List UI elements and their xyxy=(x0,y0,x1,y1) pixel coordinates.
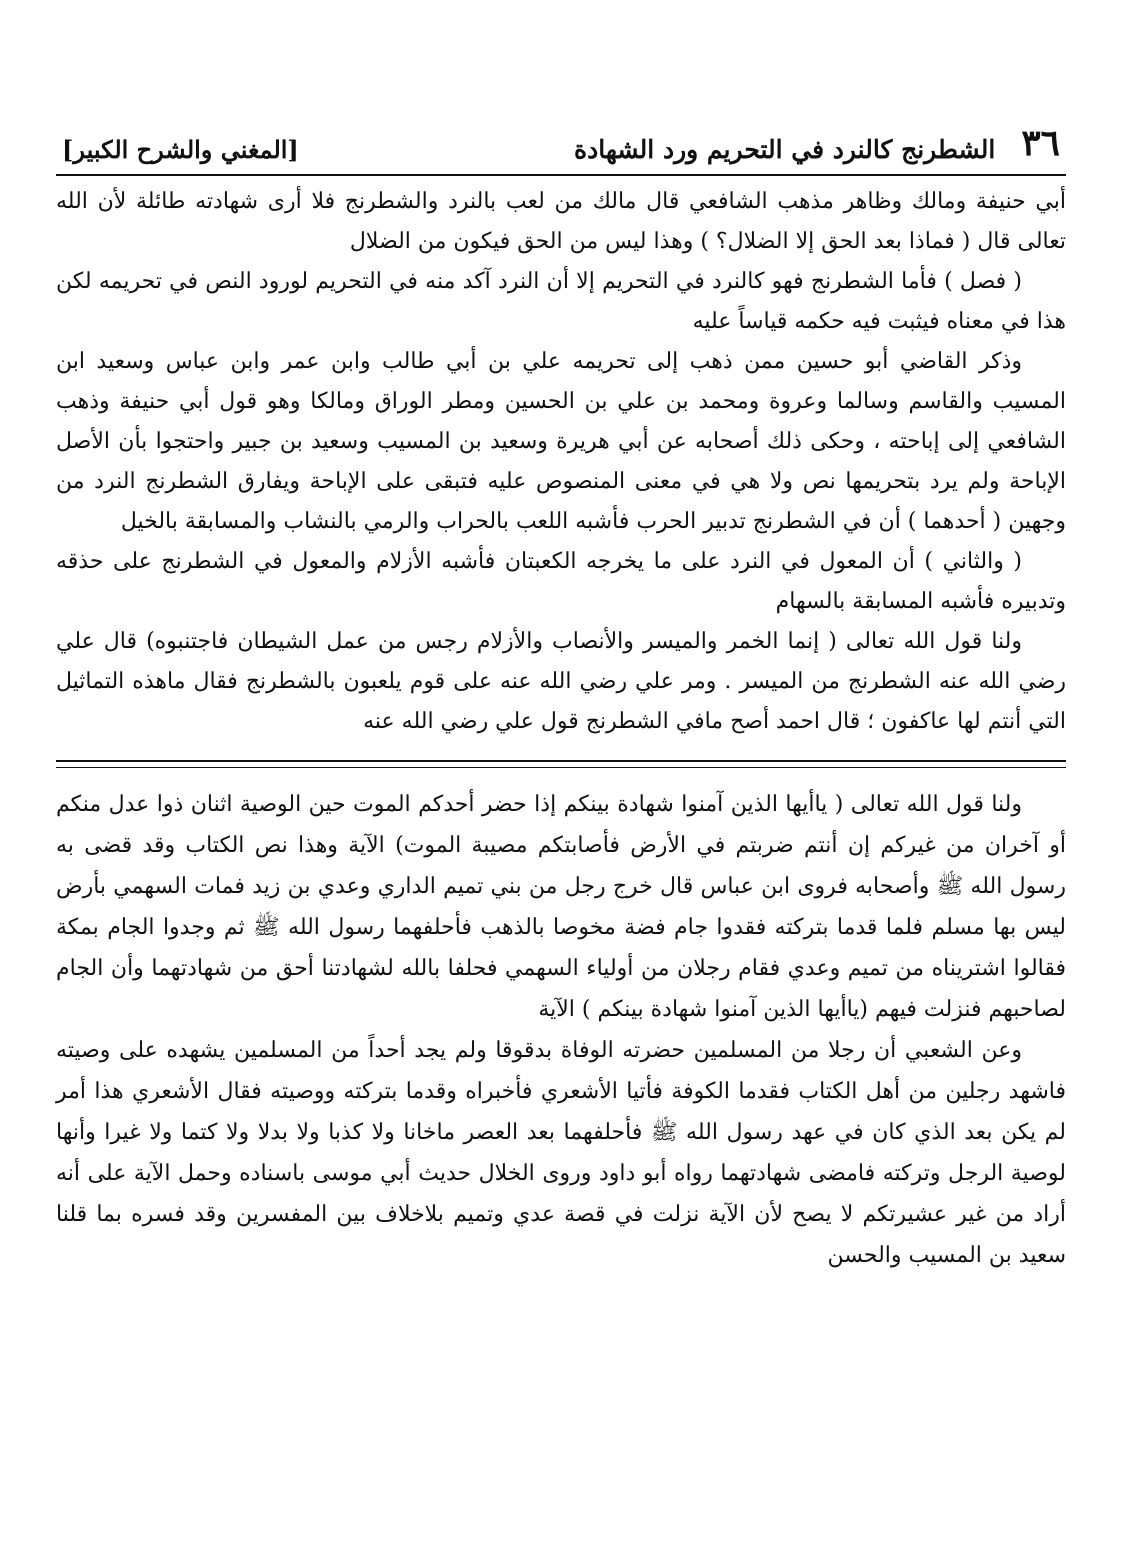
book-title: [المغني والشرح الكبير] xyxy=(62,135,299,164)
lower-section xyxy=(56,784,1066,1276)
header-rule xyxy=(56,174,1066,176)
upper-section xyxy=(56,182,1066,742)
document-page xyxy=(56,118,1066,1276)
paragraph: وذكر القاضي أبو حسين ممن ذهب إلى تحريمه علي بن أبي طالب وابن عمر وابن عباس وسعيد ابن المسيب والقاسم وسالما وعروة ومحمد بن علي بن الحسين ومطر الوراق ومالكا وهو قول أبي حنيفة وذهب الشافعي إلى إباحته ، وحكى ذلك أصحابه عن أبي هريرة وسعيد بن المسيب وسعيد بن جبير واحتجوا بأن الأصل الإباحة ولم يرد بتحريمها نص ولا هي في معنى المنصوص عليه فتبقى على الإباحة ويفارق الشطرنج النرد من وجهين ( أحدهما ) أن في الشطرنج تدبير الحرب فأشبه اللعب بالحراب والرمي بالنشاب والمسابقة بالخيل xyxy=(56,349,1066,534)
paragraph: ولنا قول الله تعالى ( إنما الخمر والميسر والأنصاب والأزلام رجس من عمل الشيطان فاجتنبوه) قال علي رضي الله عنه الشطرنج من الميسر . ومر علي رضي الله عنه على قوم يلعبون بالشطرنج فقال ماهذه التماثيل التي أنتم لها عاكفون ؛ قال احمد أصح مافي الشطرنج قول علي رضي الله عنه xyxy=(56,629,1066,734)
running-title: الشطرنج كالنرد في التحريم ورد الشهادة xyxy=(574,135,996,164)
section-divider xyxy=(56,760,1066,768)
page-header xyxy=(56,118,1066,164)
paragraph: ( فصل ) فأما الشطرنج فهو كالنرد في التحريم إلا أن النرد آكد منه في التحريم لورود النص في تحريمه لكن هذا في معناه فيثبت فيه حكمه قياساً عليه xyxy=(56,269,1066,334)
paragraph: ( والثاني ) أن المعول في النرد على ما يخرجه الكعبتان فأشبه الأزلام والمعول في الشطرنج على حذقه وتدبيره فأشبه المسابقة بالسهام xyxy=(56,549,1066,614)
paragraph: وعن الشعبي أن رجلا من المسلمين حضرته الوفاة بدقوقا ولم يجد أحداً من المسلمين يشهده على وصيته فاشهد رجلين من أهل الكتاب فقدما الكوفة فأتيا الأشعري فأخبراه وقدما بتركته ووصيته فقال الأشعري هذا أمر لم يكن بعد الذي كان في عهد رسول الله ﷺ فأحلفهما بعد العصر ماخانا ولا كذبا ولا بدلا ولا كتما ولا غيرا وأنها لوصية الرجل وتركته فامضى شهادتهما رواه أبو داود وروى الخلال حديث أبي موسى باسناده وحمل الآية على أنه أراد من غير عشيرتكم لا يصح لأن الآية نزلت في قصة عدي وتميم بلاخلاف بين المفسرين وقد فسره بما قلنا سعيد بن المسيب والحسن xyxy=(56,1038,1066,1268)
paragraph: أبي حنيفة ومالك وظاهر مذهب الشافعي قال مالك من لعب بالنرد والشطرنج فلا أرى شهادته طائلة لأن الله تعالى قال ( فماذا بعد الحق إلا الضلال؟ ) وهذا ليس من الحق فيكون من الضلال xyxy=(56,189,1066,254)
page-number: ٣٦ xyxy=(1021,122,1060,164)
paragraph: ولنا قول الله تعالى ( ياأيها الذين آمنوا شهادة بينكم إذا حضر أحدكم الموت حين الوصية اثنان ذوا عدل منكم أو آخران من غيركم إن أنتم ضربتم في الأرض فأصابتكم مصيبة الموت) الآية وهذا نص الكتاب وقد قضى به رسول الله ﷺ وأصحابه فروى ابن عباس قال خرج رجل من بني تميم الداري وعدي بن زيد فمات السهمي بأرض ليس بها مسلم فلما قدما بتركته فقدوا جام فضة مخوصا بالذهب فأحلفهما رسول الله ﷺ ثم وجدوا الجام بمكة فقالوا اشتريناه من تميم وعدي فقام رجلان من أولياء السهمي فحلفا بالله لشهادتنا أحق من شهادتهما وأن الجام لصاحبهم فنزلت فيهم (ياأيها الذين آمنوا شهادة بينكم ) الآية xyxy=(56,792,1066,1022)
